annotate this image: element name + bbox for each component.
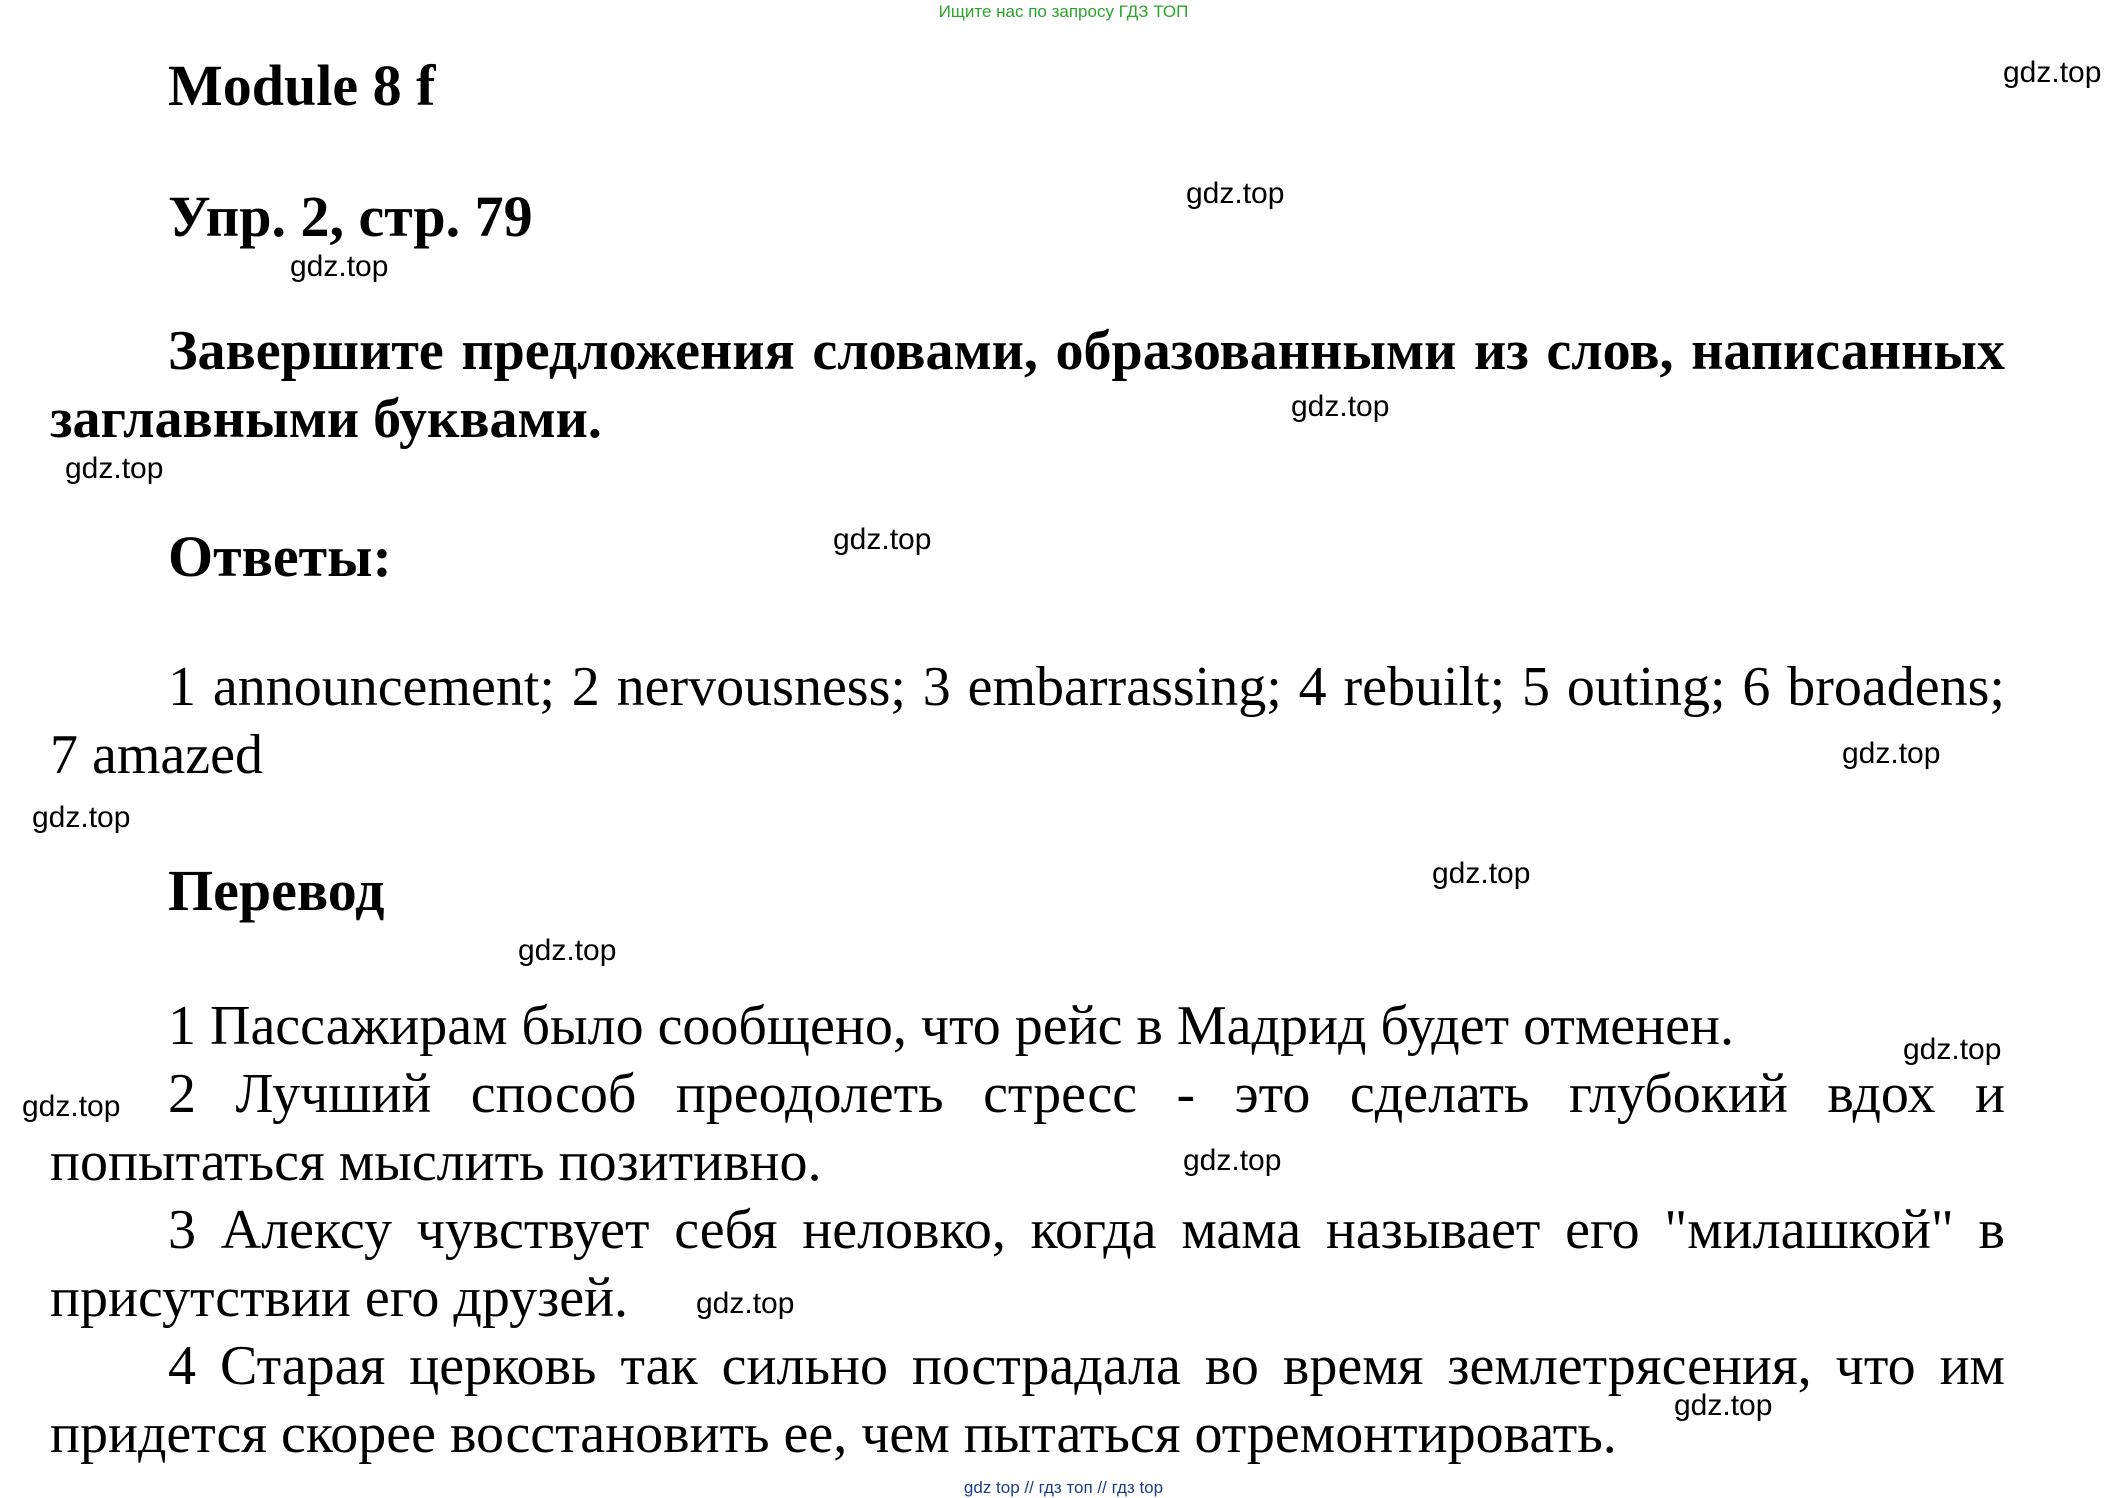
watermark: gdz.top — [1291, 390, 1390, 423]
answers-text: 1 announcement; 2 nervousness; 3 embarrassing; 4 rebuilt; 5 outing; 6 broadens; 7 amazed — [50, 656, 2005, 786]
watermark: gdz.top — [290, 250, 389, 283]
watermark: gdz.top — [696, 1287, 795, 1320]
watermark: gdz.top — [833, 523, 932, 556]
watermark: gdz.top — [1903, 1033, 2002, 1066]
watermark: gdz.top — [32, 801, 131, 834]
translation-item: 2 Лучший способ преодолеть стресс - это сделать глубокий вдох и попытаться мыслить позитивно. — [50, 1063, 2005, 1193]
translation-item: 3 Алексу чувствует себя неловко, когда мама называет его "милашкой" в присутствии его друзей. — [50, 1199, 2005, 1329]
exercise-title: Упр. 2, стр. 79 — [168, 184, 533, 249]
top-banner: Ищите нас по запросу ГДЗ ТОП — [938, 2, 1189, 21]
watermark: gdz.top — [1183, 1144, 1282, 1177]
watermark: gdz.top — [22, 1090, 121, 1123]
module-title: Module 8 f — [168, 53, 436, 118]
translation-item: 1 Пассажирам было сообщено, что рейс в Мадрид будет отменен. — [168, 995, 1734, 1057]
footer-watermark: gdz top // гдз топ // гдз top — [963, 1478, 1164, 1497]
watermark: gdz.top — [1842, 737, 1941, 770]
task-text: Завершите предложения словами, образованными из слов, написанных заглавными буквами. — [50, 320, 2005, 450]
translation-heading: Перевод — [168, 858, 385, 923]
watermark: gdz.top — [65, 452, 164, 485]
watermark: gdz.top — [518, 934, 617, 967]
answers-heading: Ответы: — [168, 524, 392, 589]
watermark: gdz.top — [1186, 177, 1285, 210]
watermark: gdz.top — [1432, 857, 1531, 890]
watermark: gdz.top — [2003, 56, 2102, 89]
translation-item: 4 Старая церковь так сильно пострадала во время землетрясения, что им придется скорее восстановить ее, чем пытаться отремонтировать. — [50, 1335, 2005, 1465]
watermark: gdz.top — [1674, 1389, 1773, 1422]
